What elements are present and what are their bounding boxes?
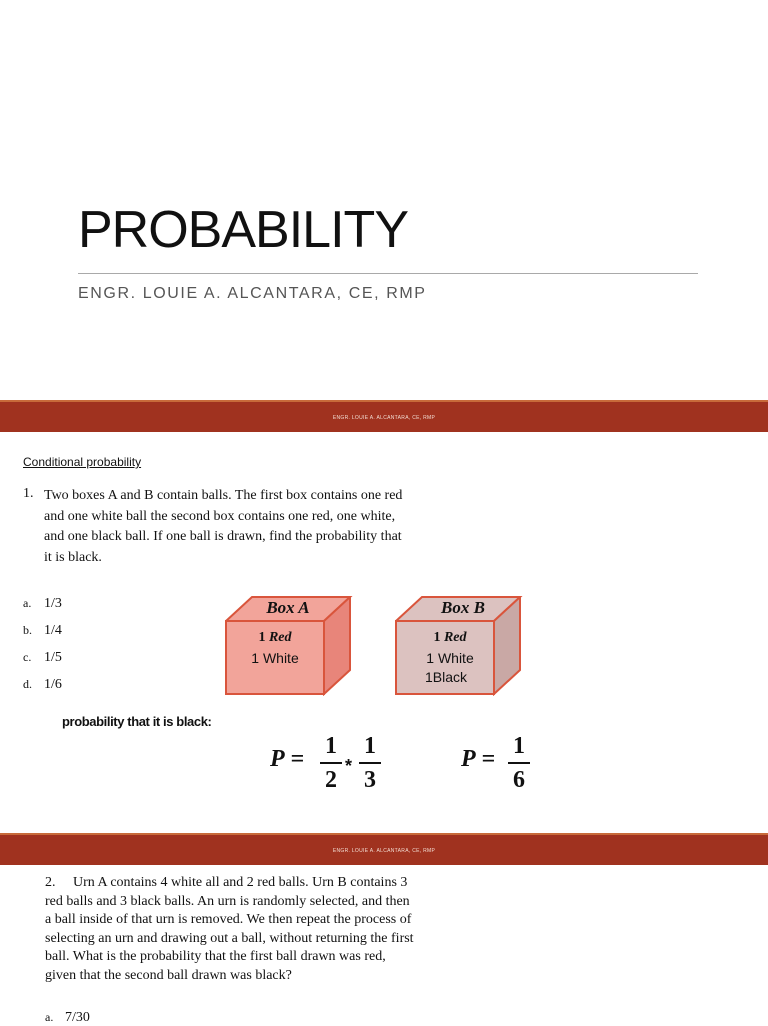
fraction-bar xyxy=(320,762,342,764)
formula-variable: P xyxy=(461,746,476,772)
box-a-white-line: 1 White xyxy=(251,650,299,666)
choice-value: 7/30 xyxy=(65,1010,90,1025)
title-divider xyxy=(78,273,698,274)
question-number: 1. xyxy=(23,486,34,501)
question-2 xyxy=(45,874,415,985)
choice-letter: d. xyxy=(23,677,32,691)
page-title: PROBABILITY xyxy=(78,201,408,259)
solution-label: probability that it is black: xyxy=(62,714,212,729)
choice-letter: a. xyxy=(23,596,32,610)
choice-value: 1/6 xyxy=(44,677,62,692)
formula-equals: = xyxy=(481,746,496,772)
choice-b xyxy=(23,623,62,639)
box-b-red-count: 1 xyxy=(433,630,441,645)
formula-lhs xyxy=(270,746,304,773)
choice-value: 1/3 xyxy=(44,596,62,611)
fraction-denominator: 2 xyxy=(325,767,337,793)
title-slide xyxy=(0,0,768,396)
box-b-black-line: 1Black xyxy=(424,669,468,685)
fraction-numerator: 1 xyxy=(513,733,525,759)
fraction-denominator: 3 xyxy=(364,767,376,793)
choice-d xyxy=(23,677,62,693)
box-b-red-word: Red xyxy=(443,630,467,645)
fraction-denominator: 6 xyxy=(513,767,525,793)
fraction-numerator: 1 xyxy=(364,733,376,759)
author-subtitle: ENGR. LOUIE A. ALCANTARA, CE, RMP xyxy=(78,285,427,302)
formula-lhs xyxy=(461,746,495,773)
choice-letter: a. xyxy=(45,1010,54,1024)
choice-letter: c. xyxy=(23,650,32,664)
fraction-one-half xyxy=(320,733,342,793)
fraction-bar xyxy=(359,762,381,764)
question-number: 2. xyxy=(45,875,56,890)
fraction-numerator: 1 xyxy=(325,733,337,759)
box-a-label: Box A xyxy=(266,598,310,617)
formula-variable: P xyxy=(270,746,285,772)
band-author-text: ENGR. LOUIE A. ALCANTARA, CE, RMP xyxy=(332,415,436,421)
box-a-red-count: 1 xyxy=(258,630,266,645)
fraction-one-sixth xyxy=(508,733,530,793)
fraction-bar xyxy=(508,762,530,764)
slide-header-band xyxy=(0,833,768,865)
slide-header-band xyxy=(0,400,768,432)
band-author-text: ENGR. LOUIE A. ALCANTARA, CE, RMP xyxy=(332,848,436,854)
box-b-white-line: 1 White xyxy=(426,650,474,666)
question-text: Urn A contains 4 white all and 2 red balls. Urn B contains 3 red balls and 3 black balls. An urn is randomly selected, and then a ball inside of that urn is removed. We then repeat the process of selecting an urn and drawing out a ball, without returning the first ball. What is the probability that the first ball drawn was red, given that the second ball drawn was black? xyxy=(45,875,414,983)
box-b-red-line xyxy=(396,630,504,646)
choice-value: 1/5 xyxy=(44,650,62,665)
choice-c xyxy=(23,650,62,666)
section-heading: Conditional probability xyxy=(23,455,142,469)
choice-letter: b. xyxy=(23,623,32,637)
question-text: Two boxes A and B contain balls. The first box contains one red and one white ball the second box contains one red, one white, and one black ball. If one ball is drawn, find the probability that it is black. xyxy=(44,488,403,565)
formula-equals: = xyxy=(290,746,305,772)
choice-value: 1/4 xyxy=(44,623,62,638)
box-b-label: Box B xyxy=(441,598,485,617)
box-a-red-word: Red xyxy=(268,630,292,645)
multiply-sign: * xyxy=(345,756,353,776)
choice-a xyxy=(23,596,62,612)
box-a-red-line xyxy=(226,630,324,646)
fraction-one-third xyxy=(359,733,381,793)
